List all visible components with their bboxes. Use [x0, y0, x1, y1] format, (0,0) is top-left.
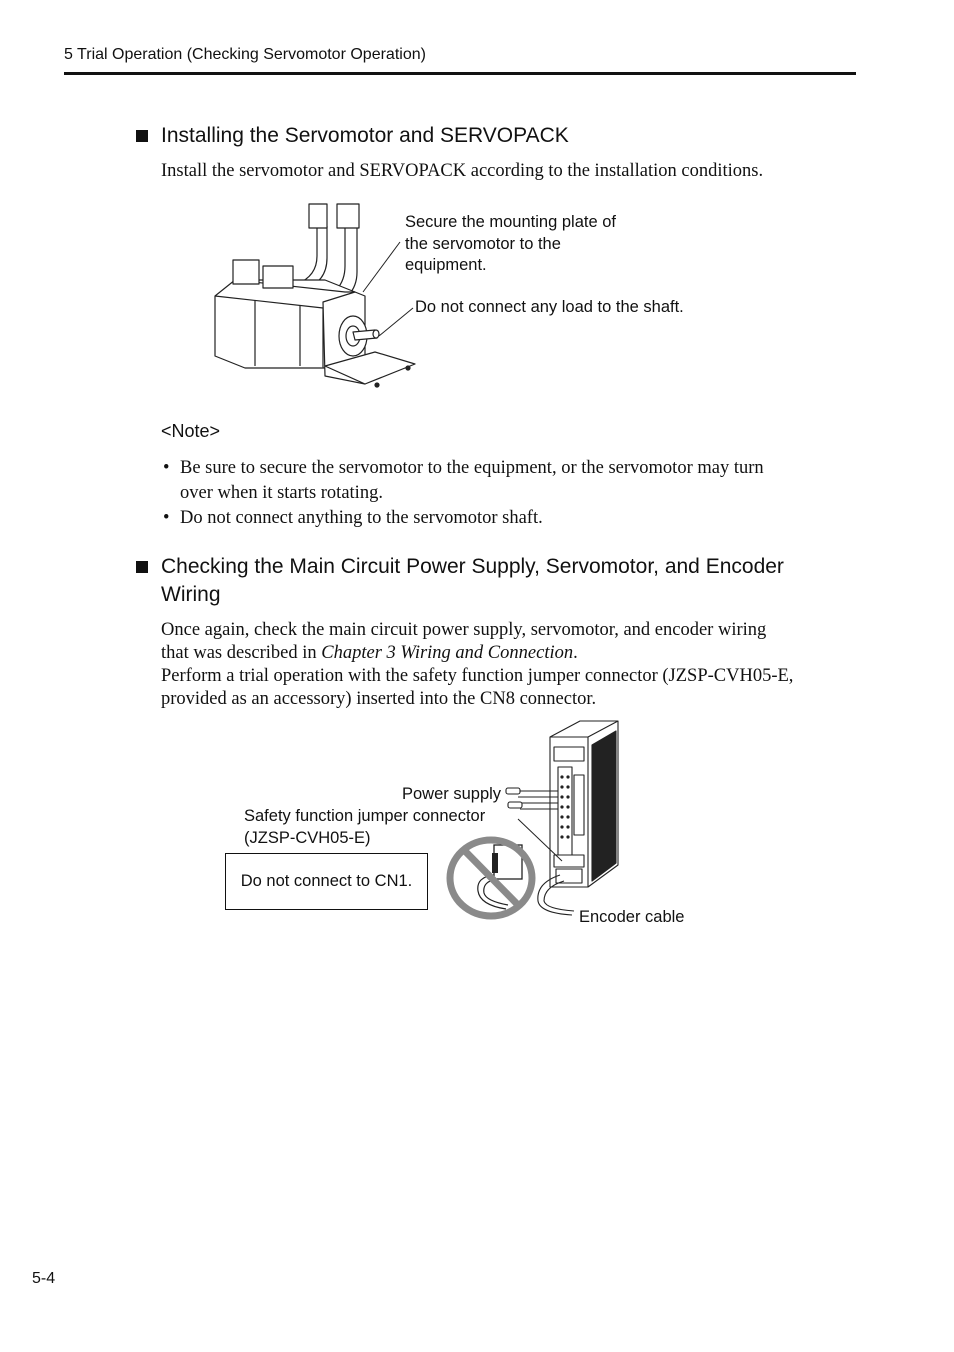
- label-line: (JZSP-CVH05-E): [244, 828, 371, 847]
- install-paragraph: Install the servomotor and SERVOPACK according to the installation conditions.: [161, 161, 764, 181]
- bullet-dot-icon: •: [163, 508, 170, 528]
- cable-connector-left: [309, 204, 327, 228]
- label-jumper-connector: [244, 806, 485, 849]
- section-heading-text: Installing the Servomotor and SERVOPACK: [161, 124, 569, 147]
- paragraph-line: Once again, check the main circuit power supply, servomotor, and encoder wiring: [161, 620, 767, 640]
- paragraph-line: provided as an accessory) inserted into the CN8 connector.: [161, 689, 597, 709]
- note-text-line: Do not connect anything to the servomotor shaft.: [180, 508, 543, 528]
- servomotor-illustration: [205, 196, 425, 396]
- section-heading-text: Checking the Main Circuit Power Supply, Servomotor, and Encoder: [161, 555, 784, 578]
- cable-connector-right: [337, 204, 359, 228]
- square-bullet-icon: [136, 561, 148, 573]
- note-text-line: Be sure to secure the servomotor to the equipment, or the servomotor may turn: [180, 458, 764, 478]
- note-label: <Note>: [161, 421, 221, 441]
- paragraph-text: .: [573, 643, 578, 663]
- callout-line: Secure the mounting plate of: [405, 213, 616, 231]
- warning-box-cn1: Do not connect to CN1.: [225, 853, 428, 910]
- section-heading-text: Wiring: [161, 583, 221, 606]
- callout-line: the servomotor to the: [405, 234, 561, 253]
- header-rule: [64, 72, 856, 75]
- section-heading-installing: [136, 122, 851, 150]
- paragraph-text: that was described in: [161, 643, 322, 663]
- callout-line: equipment.: [405, 256, 487, 274]
- callout-shaft: Do not connect any load to the shaft.: [415, 298, 684, 316]
- bullet-dot-icon: •: [163, 458, 170, 478]
- running-header: 5 Trial Operation (Checking Servomotor Operation): [64, 46, 426, 63]
- square-bullet-icon: [136, 130, 148, 142]
- label-power-supply: Power supply: [402, 785, 502, 803]
- label-line: Safety function jumper connector: [244, 807, 486, 825]
- page-number: 5-4: [32, 1270, 56, 1287]
- callout-mounting-plate: [405, 212, 616, 277]
- note-item: [163, 506, 853, 531]
- paragraph-line: [161, 642, 861, 665]
- label-encoder-cable: Encoder cable: [579, 908, 685, 926]
- note-item: [163, 456, 853, 506]
- chapter-reference: Chapter 3 Wiring and Connection: [321, 643, 574, 663]
- paragraph-line: Perform a trial operation with the safety function jumper connector (JZSP-CVH05-E,: [161, 666, 794, 686]
- section-heading-checking: [136, 553, 851, 609]
- note-text-line: over when it starts rotating.: [180, 483, 383, 503]
- wiring-paragraph: [161, 619, 861, 711]
